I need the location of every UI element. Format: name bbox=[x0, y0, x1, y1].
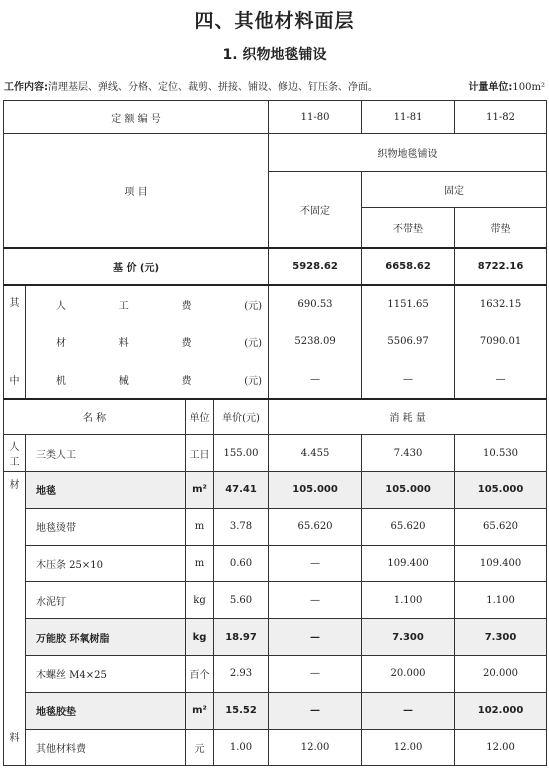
material-row bbox=[4, 729, 547, 766]
breakdown-value: 690.53 bbox=[269, 285, 362, 323]
consumption-header: 消 耗 量 bbox=[269, 399, 547, 435]
quota-code: 11-81 bbox=[362, 101, 455, 134]
of-which-spacer bbox=[4, 323, 26, 361]
material-value: 20.000 bbox=[362, 655, 455, 692]
material-name: 木螺丝 M4×25 bbox=[26, 655, 186, 692]
material-value: — bbox=[269, 582, 362, 619]
material-value: — bbox=[269, 619, 362, 656]
chapter-title: 四、其他材料面层 bbox=[194, 10, 355, 32]
material-category-spacer bbox=[4, 545, 26, 582]
material-price: 1.00 bbox=[214, 729, 269, 766]
labor-value: 7.430 bbox=[362, 435, 455, 472]
labor-row bbox=[4, 435, 547, 472]
material-value: 65.620 bbox=[455, 508, 547, 545]
breakdown-label: 机 械 费 (元) bbox=[26, 361, 269, 399]
quota-code-row bbox=[4, 101, 547, 134]
labor-name: 三类人工 bbox=[26, 435, 186, 472]
breakdown-value: 5238.09 bbox=[269, 323, 362, 361]
material-value: 105.000 bbox=[362, 472, 455, 509]
material-row bbox=[4, 619, 547, 656]
material-value: 1.100 bbox=[455, 582, 547, 619]
header-row-1 bbox=[4, 134, 547, 172]
material-value: 12.00 bbox=[362, 729, 455, 766]
breakdown-row bbox=[4, 285, 547, 323]
quota-code: 11-82 bbox=[455, 101, 547, 134]
fixed-label: 固定 bbox=[362, 172, 547, 208]
material-unit: m² bbox=[186, 472, 214, 509]
not-fixed-label: 不固定 bbox=[269, 172, 362, 248]
material-value: 7.300 bbox=[362, 619, 455, 656]
unit-price-header: 单价(元) bbox=[214, 399, 269, 435]
material-value: 12.00 bbox=[455, 729, 547, 766]
quota-no-label: 定 额 编 号 bbox=[4, 101, 269, 134]
material-category-spacer bbox=[4, 619, 26, 656]
breakdown-row bbox=[4, 361, 547, 399]
material-unit: kg bbox=[186, 619, 214, 656]
material-name: 地毯胶垫 bbox=[26, 692, 186, 729]
material-value: 105.000 bbox=[455, 472, 547, 509]
material-row bbox=[4, 582, 547, 619]
material-row bbox=[4, 508, 547, 545]
material-value: 7.300 bbox=[455, 619, 547, 656]
breakdown-label: 人 工 费 (元) bbox=[26, 285, 269, 323]
material-unit: m bbox=[186, 508, 214, 545]
no-pad-label: 不带垫 bbox=[362, 208, 455, 248]
material-value: — bbox=[269, 692, 362, 729]
material-value: 105.000 bbox=[269, 472, 362, 509]
material-price: 18.97 bbox=[214, 619, 269, 656]
work-content-text: 清理基层、弹线、分格、定位、裁剪、拼接、铺设、修边、钉压条、净面。 bbox=[48, 82, 378, 93]
material-value: 109.400 bbox=[362, 545, 455, 582]
material-price: 15.52 bbox=[214, 692, 269, 729]
consumption-header-row bbox=[4, 399, 547, 435]
with-pad-label: 带垫 bbox=[455, 208, 547, 248]
breakdown-label: 材 料 费 (元) bbox=[26, 323, 269, 361]
material-name: 木压条 25×10 bbox=[26, 545, 186, 582]
breakdown-value: 1151.65 bbox=[362, 285, 455, 323]
of-which-bottom: 中 bbox=[4, 361, 26, 399]
breakdown-value: — bbox=[269, 361, 362, 399]
material-value: — bbox=[269, 655, 362, 692]
item-label: 项 目 bbox=[4, 134, 269, 248]
material-name: 万能胶 环氧树脂 bbox=[26, 619, 186, 656]
work-content bbox=[4, 78, 378, 93]
material-price: 5.60 bbox=[214, 582, 269, 619]
material-category-spacer bbox=[4, 692, 26, 729]
unit-value: 100m² bbox=[512, 82, 545, 93]
material-value: 109.400 bbox=[455, 545, 547, 582]
labor-value: 4.455 bbox=[269, 435, 362, 472]
base-price-row bbox=[4, 248, 547, 285]
material-row bbox=[4, 545, 547, 582]
breakdown-value: 1632.15 bbox=[455, 285, 547, 323]
quota-table bbox=[3, 100, 547, 766]
material-unit: kg bbox=[186, 582, 214, 619]
breakdown-value: — bbox=[455, 361, 547, 399]
base-price-value: 8722.16 bbox=[455, 248, 547, 285]
material-price: 2.93 bbox=[214, 655, 269, 692]
material-row bbox=[4, 655, 547, 692]
work-content-label: 工作内容: bbox=[4, 82, 48, 93]
labor-category: 人 工 bbox=[4, 435, 26, 472]
material-name: 水泥钉 bbox=[26, 582, 186, 619]
material-value: 65.620 bbox=[269, 508, 362, 545]
material-price: 3.78 bbox=[214, 508, 269, 545]
material-value: — bbox=[362, 692, 455, 729]
material-name: 其他材料费 bbox=[26, 729, 186, 766]
base-price-value: 6658.62 bbox=[362, 248, 455, 285]
material-unit: m² bbox=[186, 692, 214, 729]
material-price: 47.41 bbox=[214, 472, 269, 509]
material-price: 0.60 bbox=[214, 545, 269, 582]
unit-label: 计量单位: bbox=[468, 82, 513, 93]
name-header: 名 称 bbox=[4, 399, 186, 435]
material-category-spacer bbox=[4, 582, 26, 619]
material-unit: m bbox=[186, 545, 214, 582]
material-value: — bbox=[269, 545, 362, 582]
base-price-label: 基 价 (元) bbox=[4, 248, 269, 285]
material-category-spacer bbox=[4, 655, 26, 692]
breakdown-value: 5506.97 bbox=[362, 323, 455, 361]
labor-price: 155.00 bbox=[214, 435, 269, 472]
base-price-value: 5928.62 bbox=[269, 248, 362, 285]
labor-unit: 工日 bbox=[186, 435, 214, 472]
measure-unit bbox=[468, 78, 545, 93]
group-title: 织物地毯铺设 bbox=[269, 134, 547, 172]
quota-code: 11-80 bbox=[269, 101, 362, 134]
material-value: 12.00 bbox=[269, 729, 362, 766]
section-title: 1. 织物地毯铺设 bbox=[222, 47, 327, 63]
material-value: 102.000 bbox=[455, 692, 547, 729]
material-row bbox=[4, 692, 547, 729]
material-value: 1.100 bbox=[362, 582, 455, 619]
labor-value: 10.530 bbox=[455, 435, 547, 472]
material-category-bottom: 料 bbox=[4, 729, 26, 766]
material-value: 20.000 bbox=[455, 655, 547, 692]
breakdown-value: — bbox=[362, 361, 455, 399]
breakdown-row bbox=[4, 323, 547, 361]
material-name: 地毯烫带 bbox=[26, 508, 186, 545]
breakdown-value: 7090.01 bbox=[455, 323, 547, 361]
material-unit: 百个 bbox=[186, 655, 214, 692]
material-row bbox=[4, 472, 547, 509]
material-name: 地毯 bbox=[26, 472, 186, 509]
unit-header: 单位 bbox=[186, 399, 214, 435]
material-value: 65.620 bbox=[362, 508, 455, 545]
material-category-spacer bbox=[4, 508, 26, 545]
of-which-top: 其 bbox=[4, 285, 26, 323]
material-unit: 元 bbox=[186, 729, 214, 766]
material-category-top: 材 bbox=[4, 472, 26, 509]
